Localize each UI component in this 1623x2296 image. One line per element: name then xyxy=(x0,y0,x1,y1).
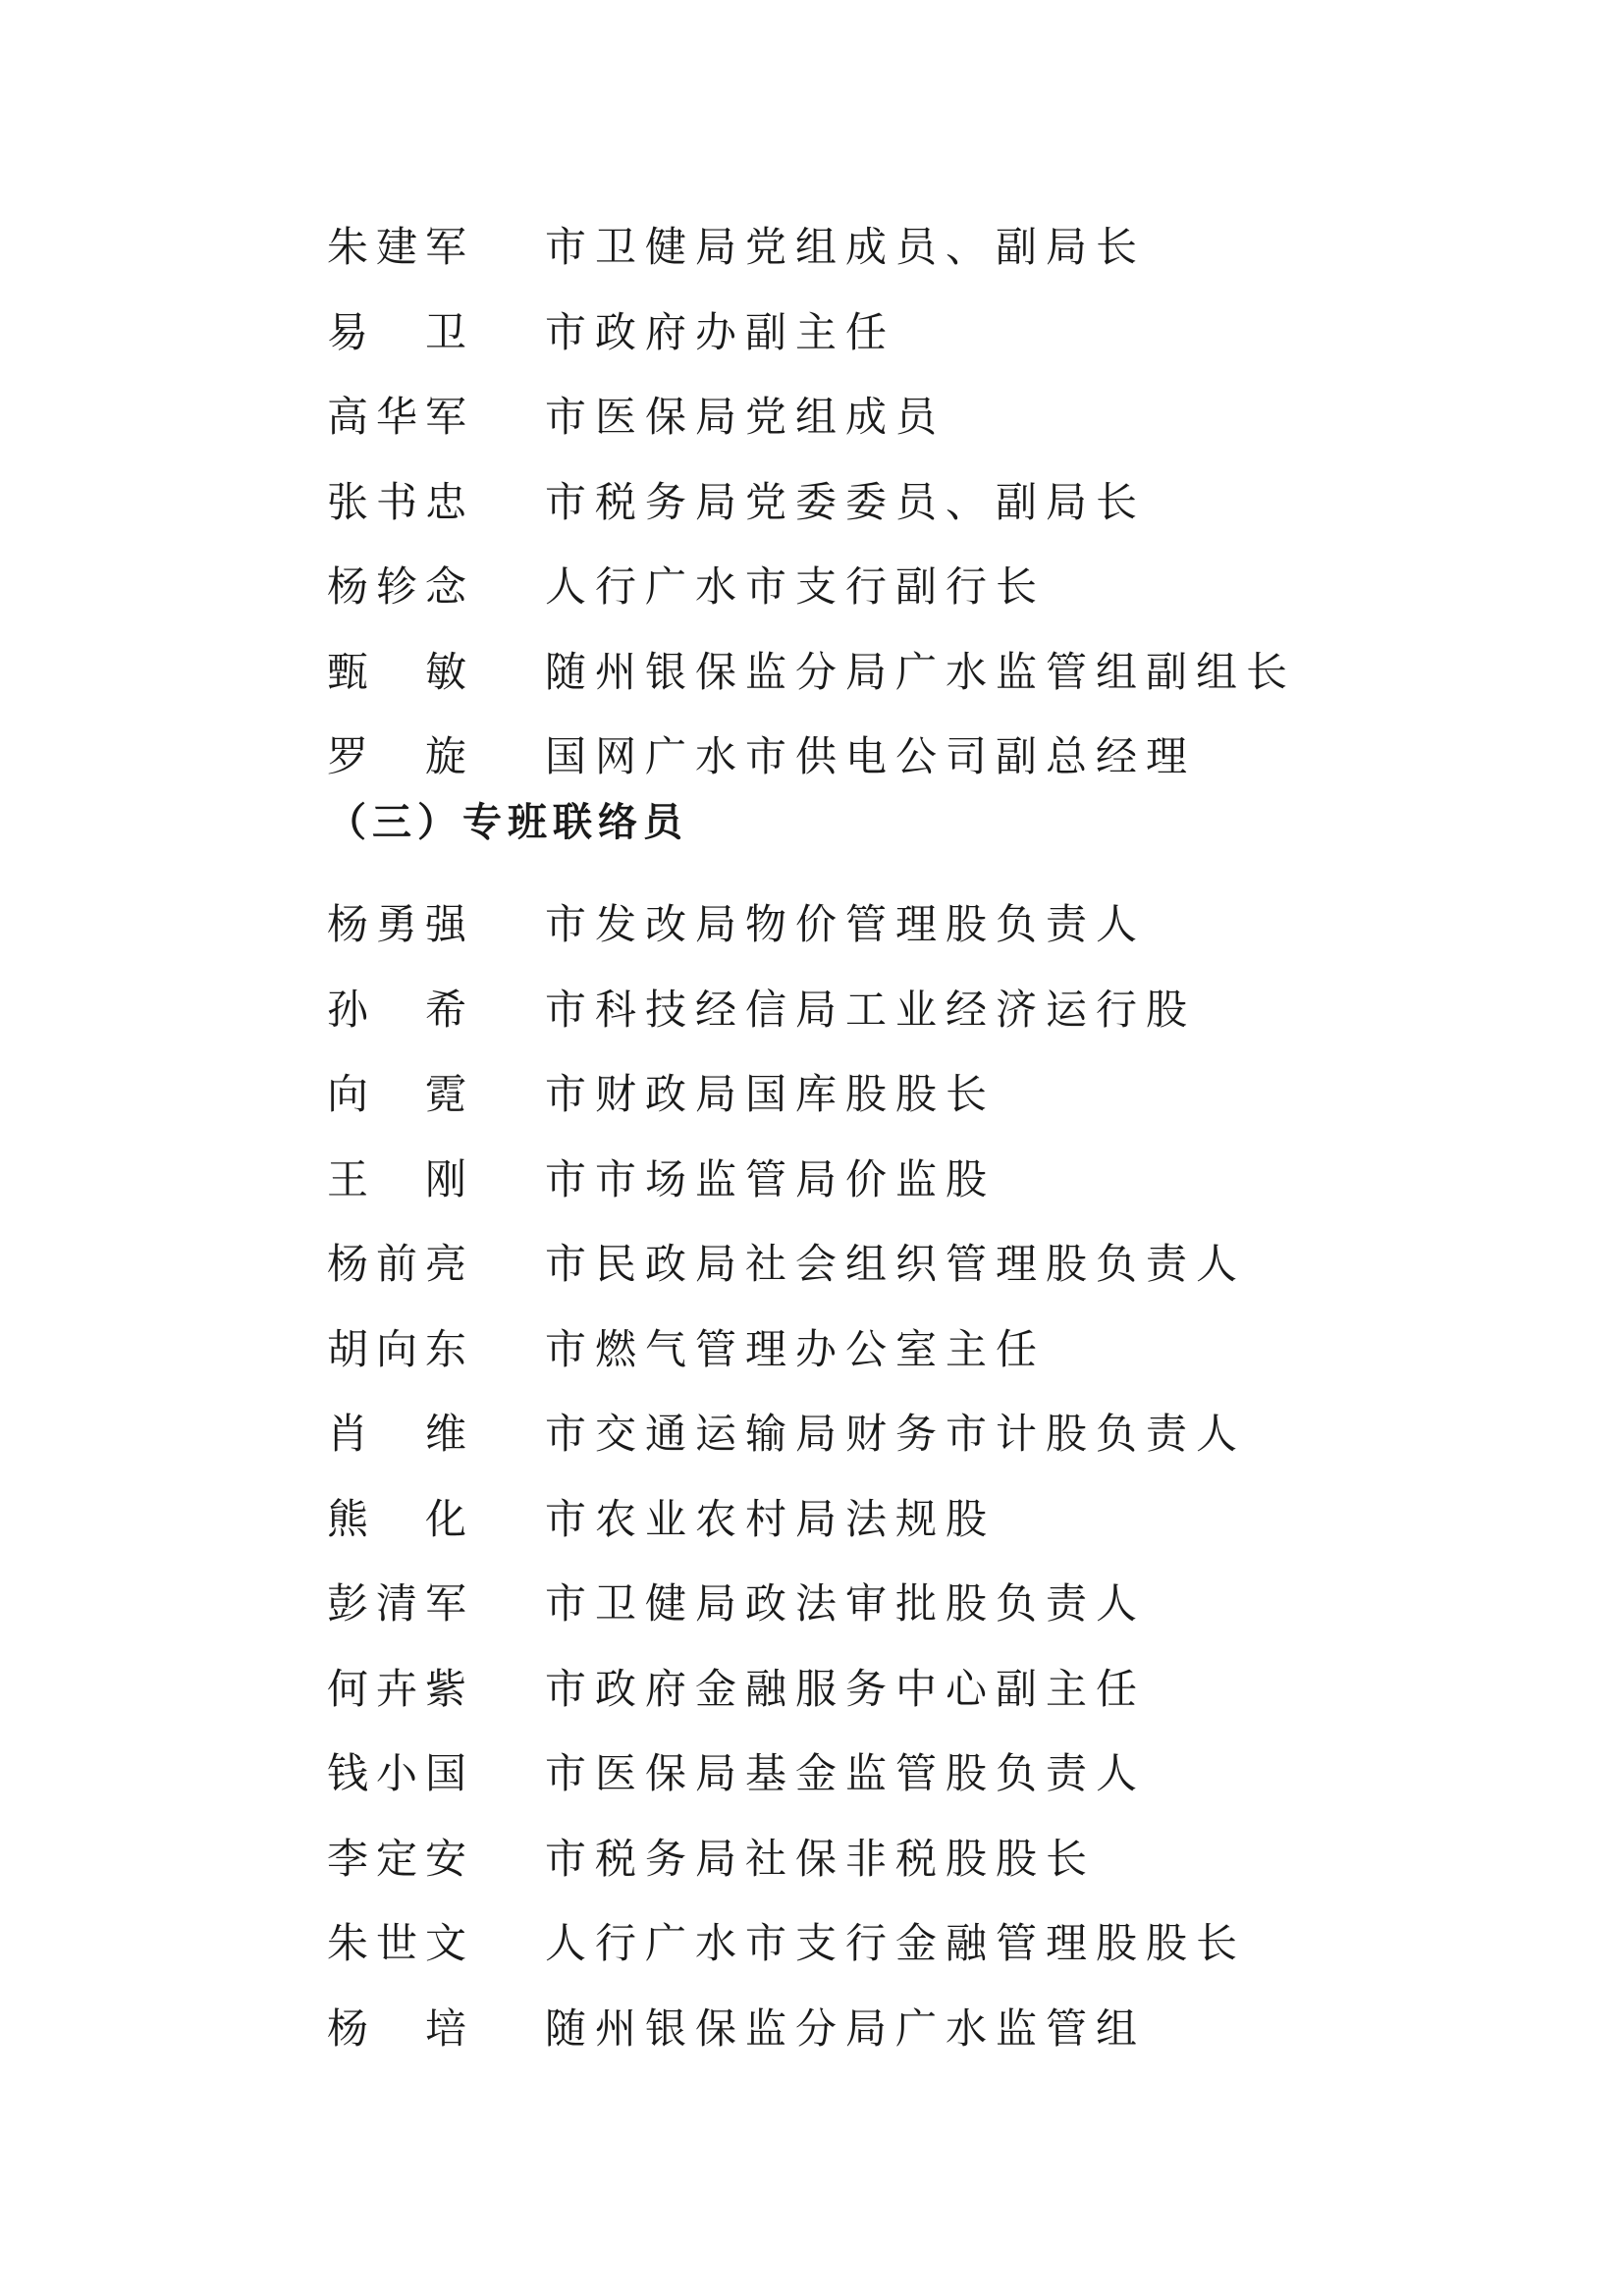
member-title: 市交通运输局财务市计股负责人 xyxy=(545,1410,1247,1459)
member-name: 钱小国 xyxy=(327,1749,475,1798)
member-name: 孙 希 xyxy=(327,985,475,1034)
list-item xyxy=(327,627,1309,713)
list-item xyxy=(327,288,1309,373)
member-title: 随州银保监分局广水监管组副组长 xyxy=(545,647,1297,696)
list-item xyxy=(327,1898,1309,1984)
list-item xyxy=(327,372,1309,457)
list-item xyxy=(327,1984,1309,2069)
member-name: 胡向东 xyxy=(327,1324,475,1373)
member-title: 市市场监管局价监股 xyxy=(545,1154,997,1203)
liaison-list xyxy=(327,880,1309,2068)
list-item xyxy=(327,1305,1309,1390)
member-name: 王 刚 xyxy=(327,1154,475,1203)
member-name: 易 卫 xyxy=(327,307,475,356)
member-title: 市科技经信局工业经济运行股 xyxy=(545,985,1197,1034)
list-item xyxy=(327,965,1309,1050)
list-item xyxy=(327,1474,1309,1560)
member-name: 杨前亮 xyxy=(327,1240,475,1289)
member-title: 人行广水市支行副行长 xyxy=(545,562,1047,612)
member-name: 向 霓 xyxy=(327,1070,475,1119)
member-name: 罗 旋 xyxy=(327,732,475,781)
list-item xyxy=(327,1135,1309,1220)
member-name: 杨 培 xyxy=(327,2003,475,2053)
member-name: 杨勇强 xyxy=(327,900,475,949)
member-name: 何卉紫 xyxy=(327,1664,475,1713)
member-title: 市医保局党组成员 xyxy=(545,393,947,442)
member-title: 市发改局物价管理股负责人 xyxy=(545,900,1147,949)
member-title: 随州银保监分局广水监管组 xyxy=(545,2003,1147,2053)
list-item xyxy=(327,1219,1309,1305)
member-title: 市政府办副主任 xyxy=(545,307,896,356)
member-name: 高华军 xyxy=(327,393,475,442)
list-item xyxy=(327,1559,1309,1644)
list-item xyxy=(327,202,1309,288)
member-name: 李定安 xyxy=(327,1834,475,1883)
member-title: 国网广水市供电公司副总经理 xyxy=(545,732,1197,781)
member-name: 肖 维 xyxy=(327,1410,475,1459)
list-item xyxy=(327,1729,1309,1814)
member-title: 市财政局国库股股长 xyxy=(545,1070,997,1119)
member-name: 彭清军 xyxy=(327,1579,475,1629)
member-list xyxy=(327,202,1309,797)
list-item xyxy=(327,1049,1309,1135)
section-heading: （三）专班联络员 xyxy=(327,799,688,845)
member-name: 甄 敏 xyxy=(327,647,475,696)
member-title: 市税务局党委委员、副局长 xyxy=(545,477,1147,526)
list-item xyxy=(327,1644,1309,1730)
member-title: 市卫健局政法审批股负责人 xyxy=(545,1579,1147,1629)
list-item xyxy=(327,712,1309,797)
member-name: 杨轸念 xyxy=(327,562,475,612)
member-name: 熊 化 xyxy=(327,1494,475,1543)
member-title: 市税务局社保非税股股长 xyxy=(545,1834,1097,1883)
list-item xyxy=(327,1389,1309,1474)
list-item xyxy=(327,1814,1309,1899)
member-title: 市卫健局党组成员、副局长 xyxy=(545,223,1147,272)
member-name: 朱世文 xyxy=(327,1919,475,1968)
member-name: 朱建军 xyxy=(327,223,475,272)
list-item xyxy=(327,542,1309,627)
member-title: 市燃气管理办公室主任 xyxy=(545,1324,1047,1373)
member-title: 市民政局社会组织管理股负责人 xyxy=(545,1240,1247,1289)
member-title: 市医保局基金监管股负责人 xyxy=(545,1749,1147,1798)
member-name: 张书忠 xyxy=(327,477,475,526)
member-title: 人行广水市支行金融管理股股长 xyxy=(545,1919,1247,1968)
list-item xyxy=(327,880,1309,965)
member-title: 市政府金融服务中心副主任 xyxy=(545,1664,1147,1713)
list-item xyxy=(327,457,1309,543)
member-title: 市农业农村局法规股 xyxy=(545,1494,997,1543)
